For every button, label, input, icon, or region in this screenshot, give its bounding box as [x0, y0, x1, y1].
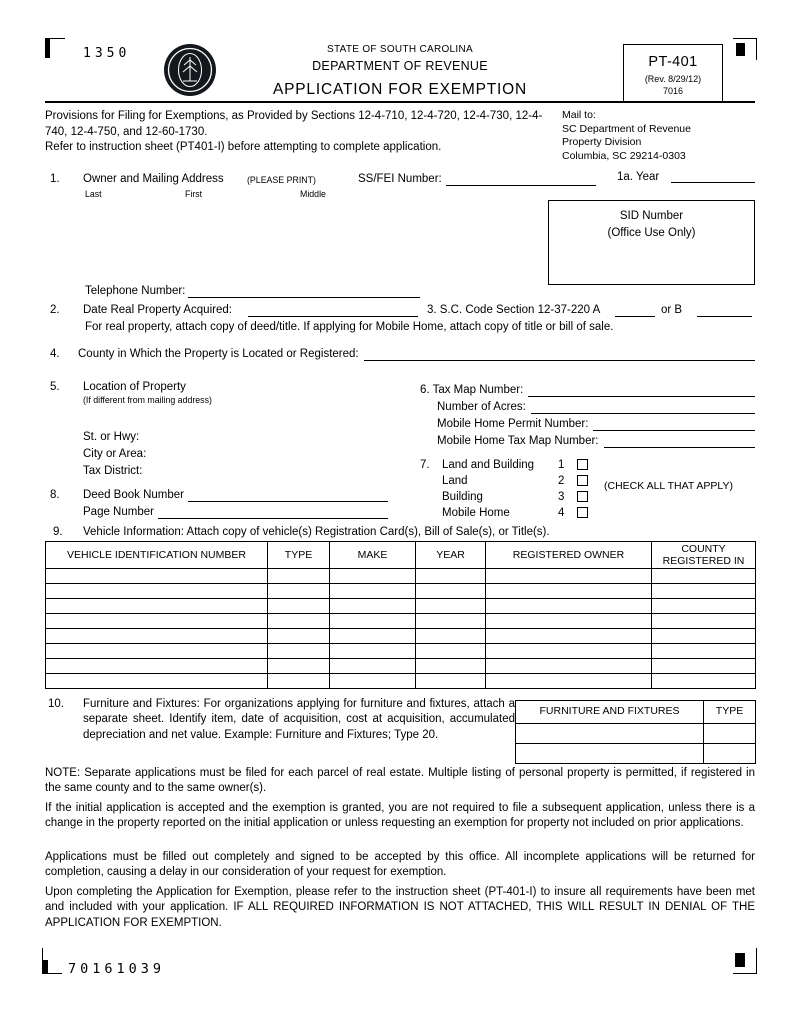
item-number-5: 5. [50, 381, 60, 393]
item-number-10: 10. [48, 698, 64, 710]
year-label: 1a. Year [617, 171, 660, 183]
registration-square [735, 953, 745, 967]
table-cell[interactable] [416, 629, 486, 644]
table-cell[interactable] [46, 569, 268, 584]
vin-header: VEHICLE IDENTIFICATION NUMBER [46, 542, 268, 569]
provisions-block [45, 109, 557, 156]
table-cell[interactable] [704, 744, 756, 764]
table-cell[interactable] [46, 599, 268, 614]
table-cell[interactable] [330, 629, 416, 644]
make-header: MAKE [330, 542, 416, 569]
doc-number: 1350 [83, 46, 131, 61]
street-label: St. or Hwy: [83, 431, 140, 443]
item-number-7: 7. [420, 459, 430, 471]
table-cell[interactable] [330, 659, 416, 674]
check-all-note: (CHECK ALL THAT APPLY) [604, 480, 733, 492]
table-cell[interactable] [268, 584, 330, 599]
table-cell[interactable] [652, 674, 756, 689]
registration-mark-bottom-right [733, 948, 757, 974]
mobile-home-tax-map-blank[interactable] [604, 435, 756, 448]
table-row [46, 614, 756, 629]
table-cell[interactable] [486, 614, 652, 629]
table-cell[interactable] [416, 569, 486, 584]
telephone-label: Telephone Number: [85, 285, 186, 297]
table-cell[interactable] [268, 614, 330, 629]
item-number-9: 9. [53, 526, 63, 538]
code-or-b-label: or B [661, 304, 683, 316]
table-cell[interactable] [46, 659, 268, 674]
city-label: City or Area: [83, 448, 147, 460]
vehicle-info-label: Vehicle Information: Attach copy of vehicle(s) Registration Card(s), Bill of Sale(s), or Title(s). [83, 526, 550, 538]
acres-label: Number of Acres: [437, 400, 526, 413]
land-building-checkbox[interactable] [577, 459, 588, 470]
vehicle-table-body [46, 569, 756, 689]
year-header: YEAR [416, 542, 486, 569]
note-complete-applications: Applications must be filled out completely and signed to be accepted by this office. All incomplete applications will be returned for completion, causing a delay in our consideration of your request for exemption. [45, 851, 755, 879]
table-cell[interactable] [330, 569, 416, 584]
table-cell[interactable] [268, 659, 330, 674]
table-cell[interactable] [46, 629, 268, 644]
table-cell[interactable] [268, 569, 330, 584]
item-number-4: 4. [50, 348, 60, 360]
land-building-label: Land and Building [442, 459, 535, 471]
page-number-label: Page Number [83, 506, 154, 518]
acres-blank[interactable] [531, 401, 755, 414]
table-cell[interactable] [268, 629, 330, 644]
table-cell[interactable] [516, 744, 704, 764]
header-state: STATE OF SOUTH CAROLINA [327, 44, 473, 55]
registration-mark-bottom-left [42, 948, 62, 974]
date-acquired-label: Date Real Property Acquired: [83, 304, 232, 316]
page-number-blank[interactable] [158, 505, 388, 519]
ssfei-blank[interactable] [446, 172, 596, 186]
table-cell[interactable] [486, 659, 652, 674]
land-checkbox[interactable] [577, 475, 588, 486]
table-cell[interactable] [486, 569, 652, 584]
table-row [46, 584, 756, 599]
intro-block [45, 109, 755, 162]
table-cell[interactable] [330, 644, 416, 659]
form-id: 7016 [662, 86, 684, 97]
table-cell[interactable] [486, 629, 652, 644]
building-num: 3 [558, 491, 565, 503]
provisions-text: Provisions for Filing for Exemptions, as Provided by Sections 12-4-710, 12-4-720, 12-4-730, 12-4-740, 12-4-750, and 12-60-1730. [45, 110, 543, 138]
table-cell[interactable] [416, 599, 486, 614]
furniture-table-body [516, 724, 756, 764]
ssfei-label: SS/FEI Number: [358, 173, 442, 185]
vehicle-table [45, 541, 756, 689]
sid-number-box [548, 200, 755, 285]
table-cell[interactable] [46, 614, 268, 629]
county-label: County in Which the Property is Located or Registered: [78, 348, 359, 360]
form-revision: (Rev. 8/29/12) [644, 74, 702, 85]
note-denial-warning: Upon completing the Application for Exemption, please refer to the instruction sheet (PT-401-I) to insure all requirements have been met and included with your application. IF ALL REQUIRED INFORMATION IS NOT ATTACHED, THIS WILL RESULT IN DENIAL OF THE APPLICATION FOR EXEMPTION. [45, 886, 755, 929]
mobile-home-tax-map-label: Mobile Home Tax Map Number: [437, 434, 599, 447]
land-num: 2 [558, 475, 565, 487]
table-cell[interactable] [486, 644, 652, 659]
item-number-8: 8. [50, 489, 60, 501]
name-middle-label: Middle [300, 189, 326, 199]
location-note: (If different from mailing address) [83, 395, 212, 405]
table-cell[interactable] [46, 644, 268, 659]
section-1-owner [45, 172, 755, 302]
table-cell[interactable] [268, 674, 330, 689]
table-cell[interactable] [416, 584, 486, 599]
table-cell[interactable] [486, 599, 652, 614]
table-row [516, 744, 756, 764]
real-property-note: For real property, attach copy of deed/title. If applying for Mobile Home, attach copy of title or bill of sale. [85, 321, 614, 333]
table-cell[interactable] [652, 659, 756, 674]
name-first-label: First [185, 189, 203, 199]
furniture-fixtures-header: FURNITURE AND FIXTURES [516, 701, 704, 724]
header-department: DEPARTMENT OF REVENUE [312, 58, 488, 73]
table-cell[interactable] [330, 614, 416, 629]
table-cell[interactable] [486, 674, 652, 689]
building-label: Building [442, 491, 483, 503]
table-cell[interactable] [652, 629, 756, 644]
table-cell[interactable] [268, 599, 330, 614]
mail-to-line: SC Department of Revenue [562, 122, 691, 135]
table-cell[interactable] [516, 724, 704, 744]
date-acquired-blank[interactable] [248, 303, 418, 317]
sid-title: SID Number [619, 210, 684, 222]
mail-to-line: Property Division [562, 136, 642, 149]
registered-owner-header: REGISTERED OWNER [486, 542, 652, 569]
table-cell[interactable] [416, 614, 486, 629]
table-row [46, 674, 756, 689]
tax-map-blank[interactable] [528, 384, 755, 397]
mobile-home-permit-blank[interactable] [593, 418, 755, 431]
item-number-2: 2. [50, 304, 60, 316]
table-cell[interactable] [416, 659, 486, 674]
form-code: PT-401 [648, 54, 698, 70]
table-cell[interactable] [486, 584, 652, 599]
mail-to-line: Columbia, SC 29214-0303 [562, 149, 686, 162]
type-header: TYPE [268, 542, 330, 569]
name-last-label: Last [85, 189, 102, 199]
form-code-box [623, 44, 723, 101]
table-cell[interactable] [652, 614, 756, 629]
section-6-tax-map [420, 380, 755, 448]
land-label: Land [442, 475, 468, 487]
table-row [516, 724, 756, 744]
section-8-deed [45, 488, 755, 524]
code-b-blank[interactable] [697, 303, 752, 317]
instruction-text: Refer to instruction sheet (PT401-I) before attempting to complete application. [45, 141, 442, 154]
deed-book-blank[interactable] [188, 488, 388, 502]
furniture-text: Furniture and Fixtures: For organizations applying for furniture and fixtures, attach a separate sheet. Identify item, date of acquisition, cost at acquisition, accumulated depreciation and net value. Example: Furniture and Fixtures; Type 20. [83, 698, 515, 741]
tax-map-label: 6. Tax Map Number: [420, 383, 524, 396]
furniture-type-header: TYPE [704, 701, 756, 724]
table-cell[interactable] [46, 674, 268, 689]
item-number-1: 1. [50, 173, 60, 185]
note-separate-applications: NOTE: Separate applications must be filed for each parcel of real estate. Multiple listing of personal property is permitted, if registered in the same county and to the same owner(s). [45, 767, 755, 795]
mail-to-label: Mail to: [562, 109, 596, 121]
mobile-home-num: 4 [558, 507, 565, 519]
table-cell[interactable] [330, 584, 416, 599]
table-row [46, 644, 756, 659]
mail-to-block [562, 109, 691, 164]
table-cell[interactable] [268, 644, 330, 659]
form-title: APPLICATION FOR EXEMPTION [273, 81, 527, 99]
table-row [46, 659, 756, 674]
table-row [46, 599, 756, 614]
furniture-table [515, 700, 756, 764]
deed-book-label: Deed Book Number [83, 489, 184, 501]
code-a-blank[interactable] [615, 303, 655, 317]
table-cell[interactable] [652, 584, 756, 599]
vehicle-table-header-row [46, 542, 756, 569]
land-building-num: 1 [558, 459, 565, 471]
table-cell[interactable] [652, 644, 756, 659]
table-cell[interactable] [46, 584, 268, 599]
county-registered-header: COUNTY REGISTERED IN [652, 542, 756, 569]
furniture-table-header-row [516, 701, 756, 724]
location-label: Location of Property [83, 381, 186, 393]
please-print-note: (PLEASE PRINT) [247, 175, 316, 185]
owner-address-label: Owner and Mailing Address [83, 173, 224, 185]
mobile-home-permit-label: Mobile Home Permit Number: [437, 417, 589, 430]
year-blank[interactable] [671, 169, 755, 183]
table-cell[interactable] [416, 674, 486, 689]
registration-bar [43, 960, 48, 973]
telephone-blank[interactable] [188, 284, 420, 298]
county-blank[interactable] [364, 348, 755, 361]
table-cell[interactable] [416, 644, 486, 659]
tax-district-label: Tax District: [83, 465, 143, 477]
table-cell[interactable] [652, 569, 756, 584]
table-cell[interactable] [330, 674, 416, 689]
table-cell[interactable] [652, 599, 756, 614]
section-4-county [45, 347, 755, 361]
form-header [45, 40, 755, 103]
table-cell[interactable] [704, 724, 756, 744]
note-initial-application: If the initial application is accepted and the exemption is granted, you are not required to file a subsequent application, unless there is a change in the property reported on the initial application or unless requesting an exemption for property not included on prior applications. [45, 802, 755, 830]
table-row [46, 569, 756, 584]
sid-office-note: (Office Use Only) [607, 226, 696, 239]
table-row [46, 629, 756, 644]
footer-form-number: 70161039 [68, 961, 166, 977]
code-section-label: 3. S.C. Code Section 12-37-220 A [427, 304, 601, 316]
table-cell[interactable] [330, 599, 416, 614]
mobile-home-label: Mobile Home [442, 507, 510, 519]
